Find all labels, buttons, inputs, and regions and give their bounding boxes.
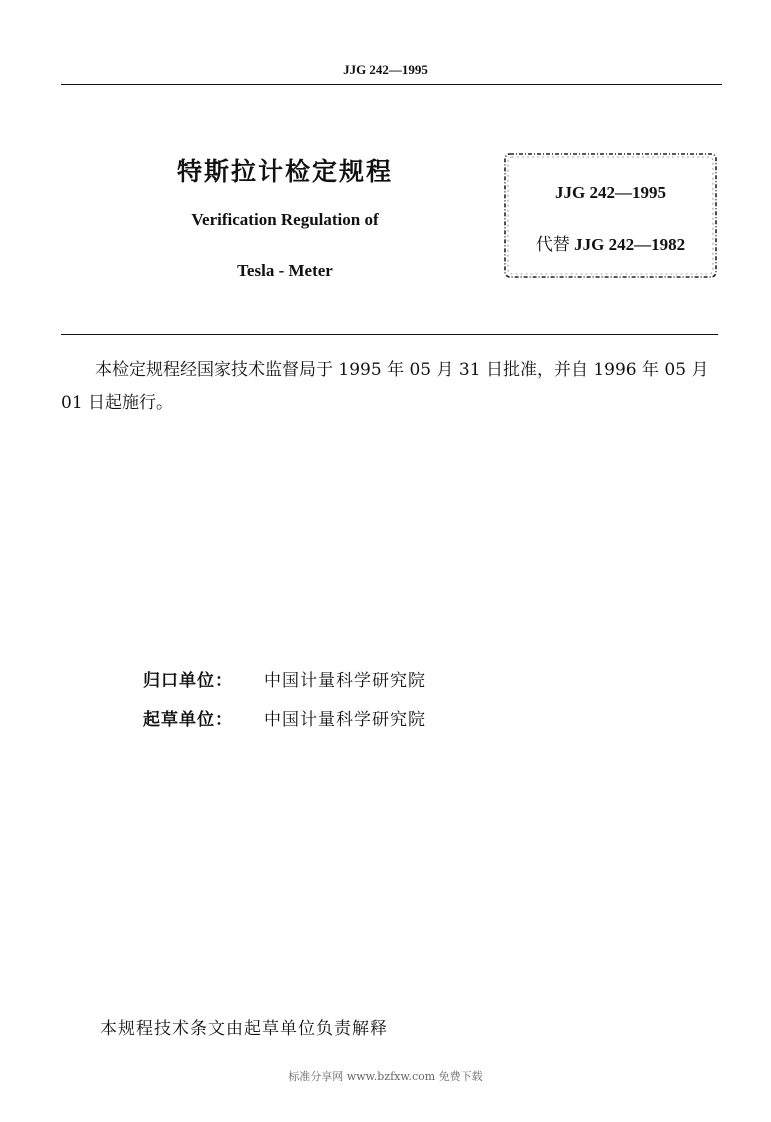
interpretation-note: 本规程技术条文由起草单位负责解释 bbox=[100, 1019, 388, 1039]
replaced-code: JJG 242—1982 bbox=[574, 235, 686, 254]
drafting-unit-row bbox=[143, 705, 426, 729]
page-footer: 标准分享网 www.bzfxw.com 免费下载 bbox=[288, 1070, 483, 1083]
title-chinese: 特斯拉计检定规程 bbox=[176, 157, 393, 186]
middle-divider bbox=[61, 334, 718, 335]
running-header-code: JJG 242—1995 bbox=[343, 62, 428, 77]
ornamental-border bbox=[501, 150, 720, 281]
approval-paragraph: 本检定规程经国家技术监督局于 1995 年 05 月 31 日批准，并自 1996 年 05 月 01 日起施行。 bbox=[61, 360, 709, 413]
drafting-unit-value: 中国计量科学研究院 bbox=[264, 710, 426, 730]
responsible-unit-value: 中国计量科学研究院 bbox=[264, 671, 426, 691]
regulation-code-box bbox=[501, 150, 720, 281]
regulation-code: JJG 242—1995 bbox=[555, 183, 666, 202]
responsible-unit-label: 归口单位： bbox=[143, 671, 233, 691]
top-divider bbox=[61, 84, 722, 85]
title-english-line2: Tesla - Meter bbox=[237, 261, 333, 280]
drafting-unit-label: 起草单位： bbox=[143, 710, 233, 730]
title-english-line1: Verification Regulation of bbox=[191, 210, 379, 229]
replaces-line bbox=[501, 230, 720, 255]
replaces-prefix: 代替 bbox=[535, 235, 570, 254]
responsible-unit-row bbox=[143, 666, 426, 690]
